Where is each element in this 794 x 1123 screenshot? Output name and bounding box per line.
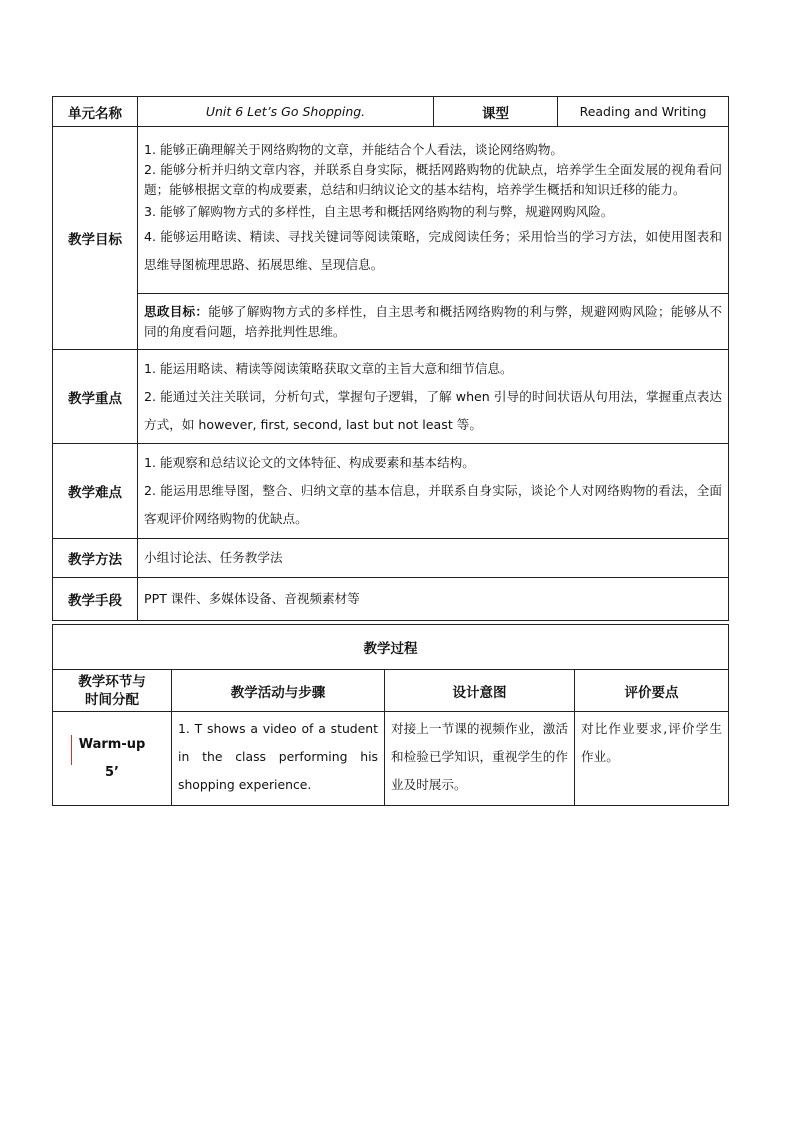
column-header-stage-line: 教学环节与: [78, 673, 146, 690]
objective-item: 3. 能够了解购物方式的多样性，自主思考和概括网络购物的利与弊，规避网购风险。: [144, 204, 614, 219]
intent-text: 对接上一节课的视频作业，激活和检验已学知识，重视学生的作业及时展示。: [391, 721, 568, 792]
difficulty-item: 2. 能运用思维导图，整合、归纳文章的基本信息，并联系自身实际，谈论个人对网络购物的看法，全面客观评价网络购物的优缺点。: [144, 483, 722, 526]
column-header-activity: 教学活动与步骤: [172, 670, 385, 712]
column-header-stage-line: 时间分配: [85, 691, 139, 708]
objective-item: 4. 能够运用略读、精读、寻找关键词等阅读策略，完成阅读任务；采用恰当的学习方法，如使用图表和思维导图梳理思路、拓展思维、呈现信息。: [144, 229, 722, 272]
difficulties-label: 教学难点: [53, 444, 138, 539]
key-point-item: 1. 能运用略读、精读等阅读策略获取文章的主旨大意和细节信息。: [144, 360, 513, 376]
means-label: 教学手段: [53, 578, 138, 621]
process-title-row: [53, 625, 729, 670]
process-row: [53, 712, 729, 806]
methods-row: [53, 539, 729, 578]
objective-item: 1. 能够正确理解关于网络购物的文章，并能结合个人看法，谈论网络购物。: [144, 142, 564, 157]
unit-name-value: Unit 6 Let’s Go Shopping.: [138, 97, 434, 127]
objectives-row: [53, 127, 729, 294]
key-points-cell: [138, 350, 729, 444]
intent-cell: [385, 712, 575, 806]
key-point-item: 2. 能通过关注关联词，分析句式，掌握句子逻辑，了解 when 引导的时间状语从句用法，掌握重点表达方式，如 however, first, second, last but not least 等。: [144, 388, 722, 432]
column-header-evaluation: 评价要点: [575, 670, 729, 712]
evaluation-text: 对比作业要求,评价学生作业。: [581, 721, 722, 764]
key-points-row: [53, 350, 729, 444]
difficulties-row: [53, 444, 729, 539]
sizheng-text: 能够了解购物方式的多样性，自主思考和概括网络购物的利与弊，规避网购风险；能够从不同的角度看问题，培养批判性思维。: [144, 303, 723, 339]
key-points-label: 教学重点: [53, 350, 138, 444]
process-header-row: [53, 670, 729, 712]
difficulties-cell: [138, 444, 729, 539]
unit-name-label: 单元名称: [53, 97, 138, 127]
methods-value: 小组讨论法、任务教学法: [138, 539, 729, 578]
objectives-label: 教学目标: [53, 127, 138, 350]
stage-time: 5’: [105, 764, 119, 780]
objectives-cell: [138, 127, 729, 294]
stage-marker-bar: [71, 735, 72, 765]
column-header-intent: 设计意图: [385, 670, 575, 712]
stage-cell: [53, 712, 172, 806]
process-title: 教学过程: [53, 625, 729, 670]
evaluation-cell: [575, 712, 729, 806]
activity-cell: [172, 712, 385, 806]
column-header-stage: [53, 670, 172, 712]
lesson-type-label: 课型: [434, 97, 558, 127]
difficulty-item: 1. 能观察和总结议论文的文体特征、构成要素和基本结构。: [144, 455, 475, 470]
sizheng-cell: [138, 294, 729, 350]
activity-text: 1. T shows a video of a student in the class performing his shopping experience.: [178, 721, 378, 792]
sizheng-label: 思政目标：: [144, 303, 209, 319]
unit-row: [53, 97, 729, 127]
objective-item: 2. 能够分析并归纳文章内容，并联系自身实际，概括网路购物的优缺点，培养学生全面发展的视角看问题；能够根据文章的构成要素，总结和归纳议论文的基本结构，培养学生概括和知识迁移的能力。: [144, 162, 722, 197]
means-row: [53, 578, 729, 621]
lesson-type-value: Reading and Writing: [558, 97, 729, 127]
process-table: [52, 624, 729, 806]
sizheng-row: [53, 294, 729, 350]
means-value: PPT 课件、多媒体设备、音视频素材等: [138, 578, 729, 621]
stage-name: Warm-up: [78, 736, 146, 752]
lesson-info-table: [52, 96, 729, 621]
methods-label: 教学方法: [53, 539, 138, 578]
